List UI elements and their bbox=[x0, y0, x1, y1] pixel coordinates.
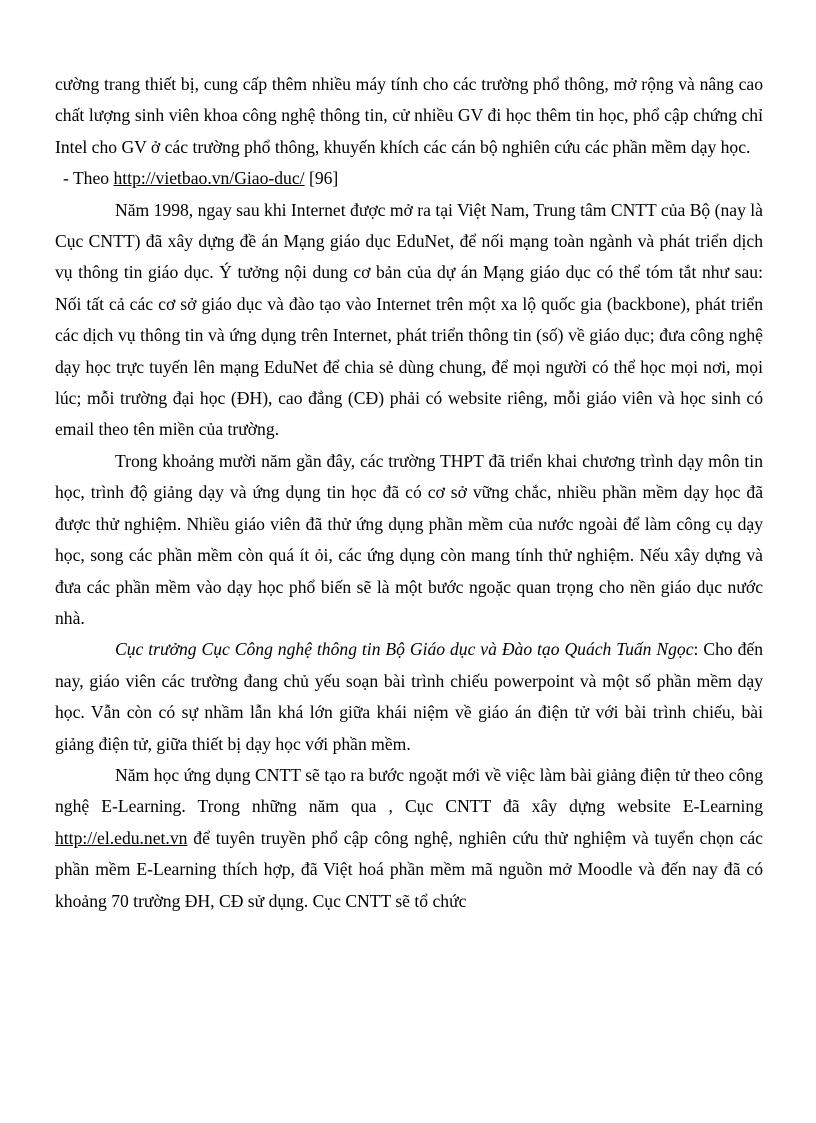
vietbao-link[interactable]: http://vietbao.vn/Giao-duc/ bbox=[113, 168, 305, 189]
paragraph-quote bbox=[55, 634, 763, 760]
elearning-text-after: để tuyên truyền phổ cập công nghệ, nghiên cứu thử nghiệm và tuyển chọn các phần mềm E-Learning thích hợp, đã Việt hoá phần mềm mã nguồn mở Moodle và đến nay đã có khoảng 70 trường ĐH, CĐ sử dụng. Cục CNTT sẽ tổ chức bbox=[55, 827, 763, 911]
document-page bbox=[55, 69, 763, 917]
paragraph-1: cường trang thiết bị, cung cấp thêm nhiều máy tính cho các trường phổ thông, mở rộng và nâng cao chất lượng sinh viên khoa công nghệ thông tin, cử nhiều GV đi học thêm tin học, phổ cập chứng chỉ Intel cho GV ở các trường phổ thông, khuyến khích các cán bộ nghiên cứu các phần mềm dạy học. bbox=[55, 74, 763, 157]
source-reference: [96] bbox=[304, 168, 339, 189]
elearning-text-before: Năm học ứng dụng CNTT sẽ tạo ra bước ngoặt mới về việc làm bài giảng điện tử theo công nghệ E-Learning. Trong những năm qua , Cục CNTT đã xây dựng website E-Learning bbox=[55, 764, 763, 817]
elearning-link[interactable]: http://el.edu.net.vn bbox=[55, 827, 188, 848]
source-citation bbox=[55, 163, 763, 194]
paragraph-edunet: Năm 1998, ngay sau khi Internet được mở ra tại Việt Nam, Trung tâm CNTT của Bộ (nay là Cục CNTT) đã xây dựng đề án Mạng giáo dục EduNet, để nối mạng toàn ngành và phát triển dịch vụ thông tin giáo dục. Ý tưởng nội dung cơ bản của dự án Mạng giáo dục có thể tóm tắt như sau: Nối tất cả các cơ sở giáo dục và đào tạo vào Internet trên một xa lộ quốc gia (backbone), phát triển các dịch vụ thông tin và ứng dụng trên Internet, phát triển thông tin (số) về giáo dục; đưa công nghệ dạy học trực tuyến lên mạng EduNet để chia sẻ dùng chung, để mọi người có thể học mọi nơi, mọi lúc; mỗi trường đại học (ĐH), cao đẳng (CĐ) phải có website riêng, mỗi giáo viên và học sinh có email theo tên miền của trường. bbox=[55, 199, 763, 440]
quote-speaker: Cục trưởng Cục Công nghệ thông tin Bộ Giáo dục và Đào tạo Quách Tuấn Ngọc bbox=[115, 639, 694, 660]
paragraph-thpt: Trong khoảng mười năm gần đây, các trường THPT đã triển khai chương trình dạy môn tin học, trình độ giảng dạy và ứng dụng tin học đã có cơ sở vững chắc, nhiều phần mềm dạy học đã được thử nghiệm. Nhiều giáo viên đã thử ứng dụng phần mềm của nước ngoài để làm công cụ dạy học, song các phần mềm còn quá ít ỏi, các ứng dụng còn mang tính thử nghiệm. Nếu xây dựng và đưa các phần mềm vào dạy học phổ biến sẽ là một bước ngoặc quan trọng cho nền giáo dục nước nhà. bbox=[55, 450, 763, 628]
source-prefix: - Theo bbox=[63, 168, 114, 189]
quote-text: : Cho đến nay, giáo viên các trường đang chủ yếu soạn bài trình chiếu powerpoint và một số phần mềm dạy học. Vẫn còn có sự nhầm lẫn khá lớn giữa khái niệm về giáo án điện tử với bài trình chiếu, bài giảng điện tử, giữa thiết bị dạy học với phần mềm. bbox=[55, 639, 763, 754]
paragraph-elearning bbox=[55, 760, 763, 917]
